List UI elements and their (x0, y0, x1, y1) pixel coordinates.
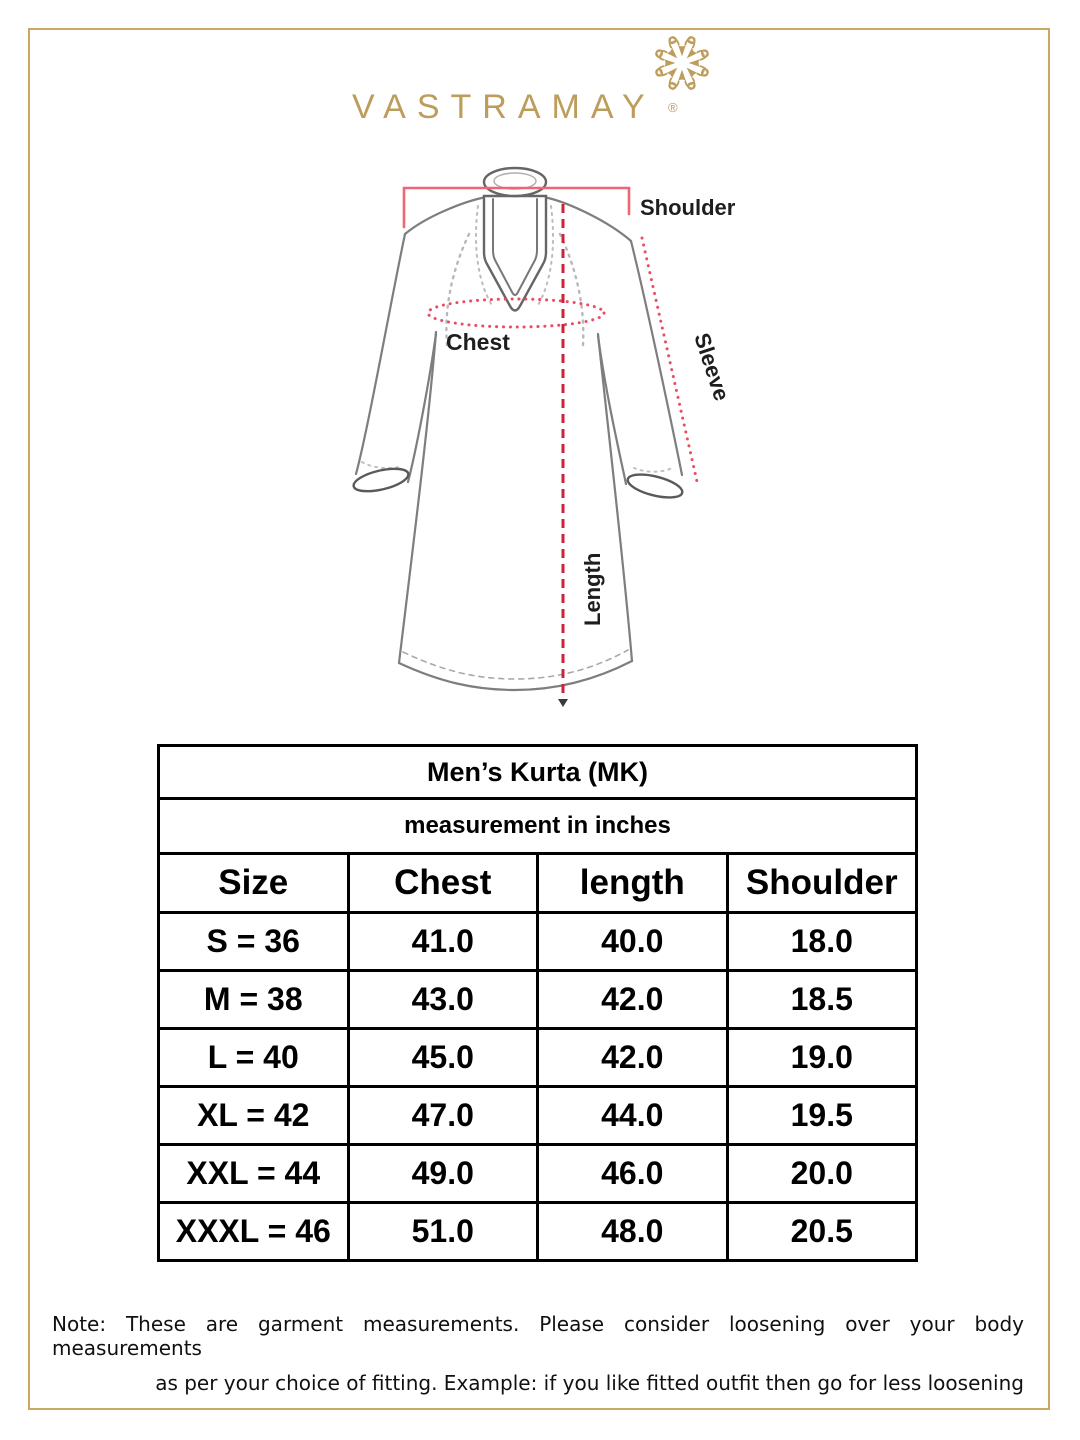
sleeve-measure-line (642, 238, 698, 486)
size-cell: XL = 42 (159, 1087, 349, 1145)
kurta-measurement-diagram (330, 160, 790, 760)
length-cell: 42.0 (538, 1029, 728, 1087)
diagram-label-sleeve: Sleeve (689, 329, 735, 404)
column-header-chest: Chest (348, 854, 538, 913)
note-line-2: as per your choice of fitting. Example: if you like fitted outfit then go for less loosening (155, 1371, 1024, 1395)
table-subtitle: measurement in inches (159, 799, 917, 854)
chest-cell: 43.0 (348, 971, 538, 1029)
size-cell: XXXL = 46 (159, 1203, 349, 1261)
table-row (159, 971, 917, 1029)
diagram-label-length: Length (580, 552, 605, 626)
column-header-length: length (538, 854, 728, 913)
chest-cell: 41.0 (348, 913, 538, 971)
table-header-row (159, 854, 917, 913)
shoulder-cell: 19.5 (727, 1087, 917, 1145)
length-cell: 48.0 (538, 1203, 728, 1261)
table-title-row (159, 746, 917, 799)
size-cell: XXL = 44 (159, 1145, 349, 1203)
measurement-lines (404, 188, 698, 707)
table-subtitle-row (159, 799, 917, 854)
shoulder-cell: 20.0 (727, 1145, 917, 1203)
brand-header (0, 0, 1080, 150)
table-row (159, 913, 917, 971)
length-cell: 42.0 (538, 971, 728, 1029)
registered-trademark: ® (668, 100, 678, 115)
note-line-1: Note: These are garment measurements. Please consider loosening over your body measurements (52, 1312, 1024, 1360)
shoulder-cell: 19.0 (727, 1029, 917, 1087)
brand-logo-text: VASTRAMAY (352, 88, 656, 126)
length-cell: 44.0 (538, 1087, 728, 1145)
chest-cell: 49.0 (348, 1145, 538, 1203)
shoulder-cell: 18.0 (727, 913, 917, 971)
diagram-label-shoulder: Shoulder (640, 195, 736, 220)
table-title: Men’s Kurta (MK) (159, 746, 917, 799)
note-text (52, 1312, 1024, 1395)
shoulder-cell: 18.5 (727, 971, 917, 1029)
length-cell: 40.0 (538, 913, 728, 971)
chest-cell: 45.0 (348, 1029, 538, 1087)
size-chart-table (157, 744, 918, 1262)
shoulder-cell: 20.5 (727, 1203, 917, 1261)
size-cell: M = 38 (159, 971, 349, 1029)
size-cell: L = 40 (159, 1029, 349, 1087)
chest-cell: 51.0 (348, 1203, 538, 1261)
column-header-size: Size (159, 854, 349, 913)
brand-mandala-icon (652, 33, 712, 93)
diagram-label-chest: Chest (446, 329, 510, 355)
table-row (159, 1203, 917, 1261)
column-header-shoulder: Shoulder (727, 854, 917, 913)
length-cell: 46.0 (538, 1145, 728, 1203)
kurta-outline-drawing (352, 168, 685, 690)
table-row (159, 1087, 917, 1145)
table-row (159, 1145, 917, 1203)
chest-cell: 47.0 (348, 1087, 538, 1145)
table-row (159, 1029, 917, 1087)
length-end-mark (558, 699, 568, 707)
size-cell: S = 36 (159, 913, 349, 971)
